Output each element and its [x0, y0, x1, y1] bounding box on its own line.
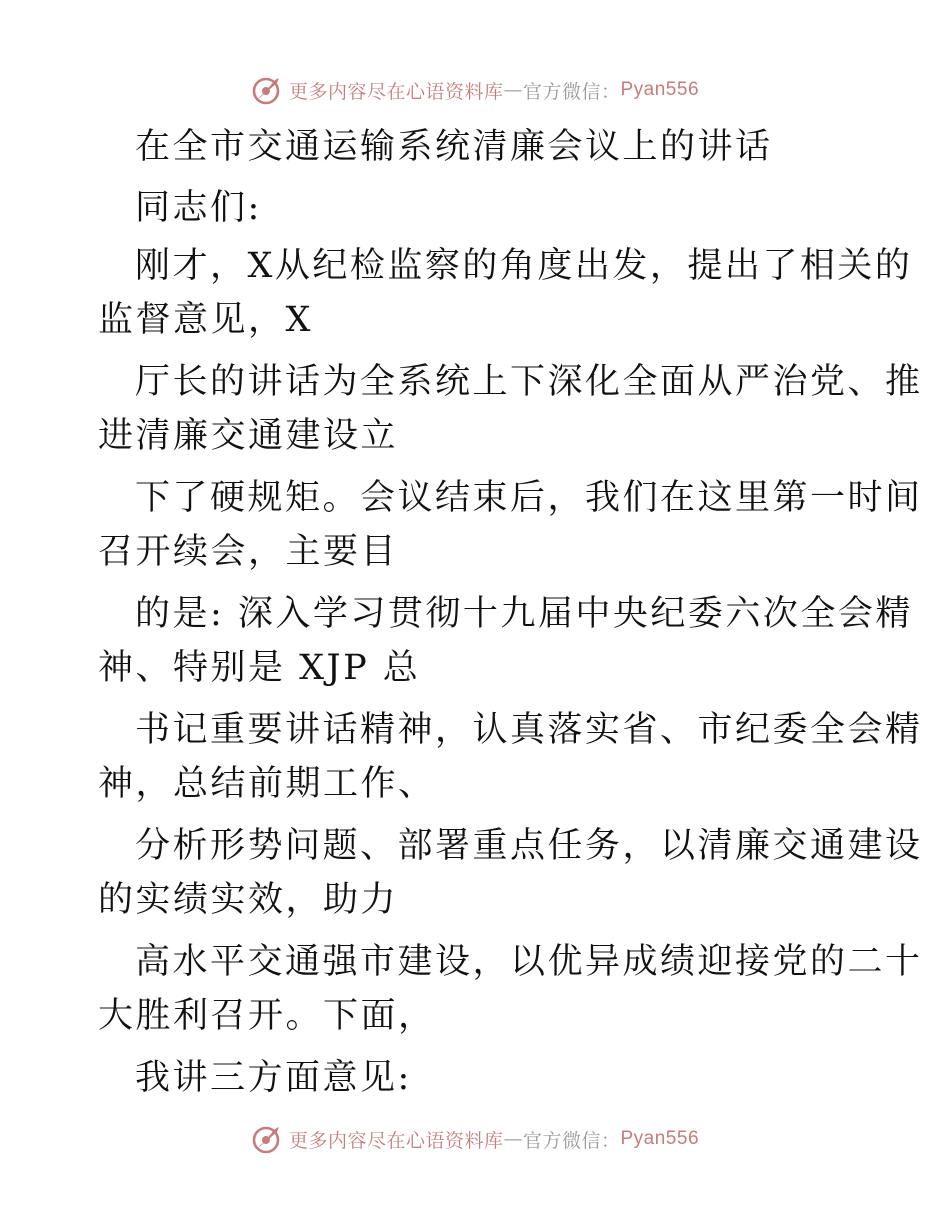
paragraph-line: 厅长的讲话为全系统上下深化全面从严治党、推	[135, 362, 923, 402]
quill-pen-circle-icon	[251, 1123, 283, 1155]
paragraph-line: 刚才，X从纪检监察的角度出发，提出了相关的	[135, 246, 913, 286]
footer-watermark	[0, 1119, 950, 1159]
watermark-dash: —	[503, 1128, 523, 1150]
watermark-dash: —	[503, 79, 523, 101]
paragraph-line: 神，总结前期工作、	[98, 764, 436, 804]
watermark-label: 官方微信：	[522, 80, 621, 103]
paragraph-line: 的是: 深入学习贯彻十九届中央纪委六次全会精	[135, 594, 913, 634]
watermark-text: 更多内容尽在心语资料库	[288, 80, 504, 103]
watermark-id: Pyan556	[620, 79, 700, 100]
paragraph-line: 我讲三方面意见:	[135, 1058, 412, 1098]
paragraph-line: 大胜利召开。下面，	[98, 996, 436, 1036]
paragraph-line: 下了硬规矩。会议结束后，我们在这里第一时间	[135, 478, 923, 518]
paragraph-line: 进清廉交通建设立	[98, 416, 399, 456]
paragraph-line: 的实绩实效，助力	[98, 880, 399, 920]
header-watermark	[0, 70, 950, 110]
page-title: 在全市交通运输系统清廉会议上的讲话	[135, 127, 773, 167]
watermark-label: 官方微信：	[522, 1129, 621, 1152]
paragraph-line: 召开续会，主要目	[98, 532, 399, 572]
paragraph-line: 书记重要讲话精神，认真落实省、市纪委全会精	[135, 710, 923, 750]
paragraph-line: 监督意见，X	[98, 300, 313, 340]
quill-pen-circle-icon	[251, 74, 283, 106]
greeting: 同志们:	[135, 188, 262, 228]
watermark-id: Pyan556	[620, 1128, 700, 1149]
watermark-text: 更多内容尽在心语资料库	[288, 1129, 504, 1152]
paragraph-line: 神、特别是 XJP 总	[98, 648, 421, 688]
paragraph-line: 高水平交通强市建设，以优异成绩迎接党的二十	[135, 942, 923, 982]
paragraph-line: 分析形势问题、部署重点任务，以清廉交通建设	[135, 826, 923, 866]
